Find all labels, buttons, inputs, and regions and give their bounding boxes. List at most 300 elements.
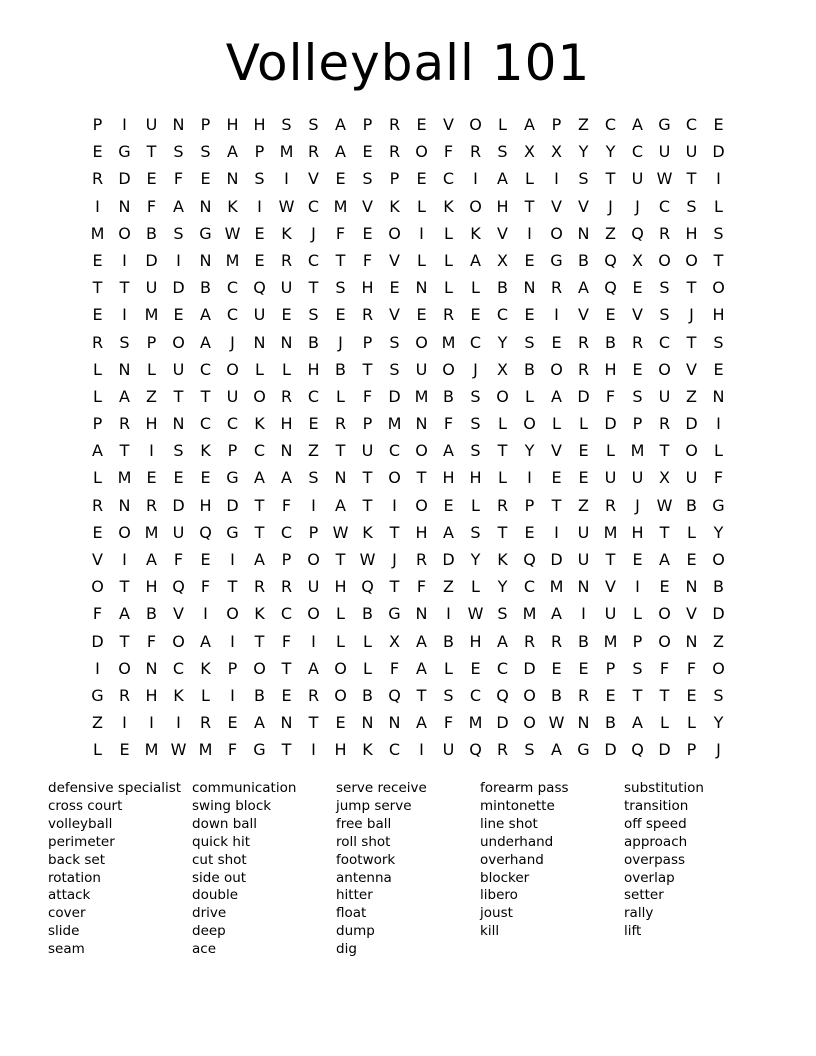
grid-letter: R xyxy=(604,495,617,515)
grid-letter: L xyxy=(498,115,507,134)
grid-letter: J xyxy=(473,359,478,379)
grid-letter: O xyxy=(523,685,536,705)
grid-letter: T xyxy=(281,658,292,678)
grid-letter: M xyxy=(387,414,402,434)
grid-letter: I xyxy=(122,550,127,569)
grid-letter: Y xyxy=(605,142,616,162)
grid-letter: H xyxy=(442,468,455,488)
grid-letter: C xyxy=(658,196,671,216)
word-list-item: free ball xyxy=(336,815,392,832)
grid-letter: Z xyxy=(578,495,589,515)
grid-letter: I xyxy=(311,740,316,760)
word-list-item: forearm pass xyxy=(480,780,569,796)
grid-letter: H xyxy=(253,115,266,134)
grid-letter: C xyxy=(496,658,509,678)
grid-letter: Q xyxy=(523,550,536,569)
grid-letter: I xyxy=(527,468,532,488)
grid-letter: P xyxy=(200,115,211,134)
grid-letter: X xyxy=(497,250,508,270)
grid-letter: R xyxy=(118,685,131,705)
grid-letter: T xyxy=(605,169,616,189)
grid-letter: P xyxy=(632,414,643,434)
grid-letter: E xyxy=(173,305,184,325)
grid-letter: N xyxy=(577,223,590,243)
grid-letter: R xyxy=(388,142,401,162)
grid-letter: U xyxy=(631,468,644,488)
grid-letter: U xyxy=(226,386,239,406)
grid-letter: F xyxy=(362,250,373,270)
grid-letter: A xyxy=(227,142,238,162)
grid-letter: F xyxy=(200,577,211,597)
grid-letter: H xyxy=(415,522,428,542)
word-list-item: quick hit xyxy=(192,833,251,850)
grid-letter: R xyxy=(577,332,590,352)
grid-letter: N xyxy=(280,713,293,733)
grid-letter: D xyxy=(604,740,617,760)
grid-letter: B xyxy=(362,685,373,705)
grid-letter: U xyxy=(442,740,455,760)
grid-letter: D xyxy=(145,250,158,270)
grid-letter: L xyxy=(606,441,615,461)
grid-letter: M xyxy=(630,441,645,461)
grid-letter: A xyxy=(200,332,211,352)
grid-letter: W xyxy=(359,550,376,569)
grid-letter: L xyxy=(444,278,453,298)
grid-letter: R xyxy=(361,305,374,325)
grid-letter: S xyxy=(713,332,724,352)
word-list-item: jump serve xyxy=(336,797,412,814)
grid-letter: D xyxy=(712,604,725,624)
grid-letter: A xyxy=(416,713,427,733)
grid-letter: B xyxy=(497,278,508,298)
grid-letter: S xyxy=(497,142,508,162)
grid-letter: Z xyxy=(92,713,103,733)
grid-letter: I xyxy=(581,604,586,624)
grid-letter: G xyxy=(712,495,725,515)
grid-letter: T xyxy=(227,577,238,597)
word-column xyxy=(192,780,336,959)
grid-letter: I xyxy=(122,305,127,325)
grid-letter: L xyxy=(417,196,426,216)
grid-letter: O xyxy=(712,550,725,569)
grid-letter: U xyxy=(685,142,698,162)
grid-letter: L xyxy=(633,604,642,624)
grid-letter: M xyxy=(441,332,456,352)
grid-letter: S xyxy=(470,386,481,406)
grid-letter: U xyxy=(577,522,590,542)
grid-letter: P xyxy=(146,332,157,352)
grid-letter: H xyxy=(280,414,293,434)
grid-letter: N xyxy=(577,577,590,597)
grid-letter: W xyxy=(278,196,295,216)
grid-letter: E xyxy=(389,278,400,298)
word-list-item: deep xyxy=(192,923,226,940)
grid-letter: S xyxy=(632,386,643,406)
grid-letter: I xyxy=(392,495,397,515)
word-list-item: lift xyxy=(624,923,642,940)
grid-letter: M xyxy=(144,305,159,325)
grid-letter: L xyxy=(363,631,372,651)
grid-letter: W xyxy=(224,223,241,243)
page-title: Volleyball 101 xyxy=(225,34,591,92)
grid-letter: T xyxy=(713,250,724,270)
grid-letter: G xyxy=(199,223,212,243)
grid-letter: H xyxy=(334,740,347,760)
grid-letter: E xyxy=(551,332,562,352)
grid-letter: Z xyxy=(578,115,589,134)
grid-letter: O xyxy=(712,658,725,678)
grid-letter: Y xyxy=(497,332,508,352)
grid-letter: E xyxy=(146,169,157,189)
grid-letter: H xyxy=(631,522,644,542)
grid-letter: L xyxy=(687,713,696,733)
grid-letter: E xyxy=(362,223,373,243)
grid-letter: U xyxy=(658,386,671,406)
grid-letter: X xyxy=(659,468,670,488)
grid-letter: V xyxy=(605,577,616,597)
grid-letter: A xyxy=(416,658,427,678)
grid-letter: F xyxy=(146,631,157,651)
grid-letter: C xyxy=(280,522,293,542)
grid-letter: S xyxy=(308,468,319,488)
grid-letter: E xyxy=(362,142,373,162)
grid-letter: P xyxy=(92,414,103,434)
grid-letter: O xyxy=(685,250,698,270)
grid-letter: A xyxy=(254,713,265,733)
grid-letter: S xyxy=(335,278,346,298)
grid-letter: W xyxy=(656,495,673,515)
word-list-item: approach xyxy=(624,833,688,850)
grid-letter: Y xyxy=(713,522,724,542)
grid-letter: E xyxy=(470,305,481,325)
word-list-item: ace xyxy=(192,941,217,958)
word-list-item: cross court xyxy=(48,797,123,814)
grid-letter: S xyxy=(686,196,697,216)
grid-letter: M xyxy=(549,577,564,597)
grid-letter: K xyxy=(200,441,211,461)
grid-letter: L xyxy=(687,522,696,542)
grid-letter: D xyxy=(523,658,536,678)
word-list-item: dig xyxy=(336,941,357,958)
grid-letter: T xyxy=(119,577,130,597)
grid-letter: O xyxy=(307,604,320,624)
grid-letter: N xyxy=(388,713,401,733)
grid-letter: R xyxy=(118,414,131,434)
grid-letter: B xyxy=(146,223,157,243)
grid-letter: L xyxy=(147,359,156,379)
grid-letter: C xyxy=(442,169,455,189)
grid-letter: X xyxy=(551,142,562,162)
grid-letter: A xyxy=(146,550,157,569)
grid-letter: N xyxy=(280,441,293,461)
grid-letter: S xyxy=(200,142,211,162)
grid-letter: V xyxy=(389,250,400,270)
grid-letter: A xyxy=(659,550,670,569)
grid-letter: U xyxy=(604,468,617,488)
grid-letter: W xyxy=(548,713,565,733)
grid-letter: G xyxy=(550,250,563,270)
grid-letter: N xyxy=(199,250,212,270)
grid-letter: F xyxy=(173,169,184,189)
grid-letter: Y xyxy=(524,441,535,461)
word-list-item: blocker xyxy=(480,869,530,886)
grid-letter: T xyxy=(146,142,157,162)
grid-letter: P xyxy=(362,414,373,434)
grid-letter: J xyxy=(689,305,694,325)
grid-letter: H xyxy=(334,577,347,597)
grid-letter: D xyxy=(226,495,239,515)
grid-letter: J xyxy=(716,740,721,760)
grid-letter: D xyxy=(172,278,185,298)
grid-letter: Z xyxy=(146,386,157,406)
grid-letter: H xyxy=(145,414,158,434)
grid-letter: T xyxy=(281,740,292,760)
grid-letter: P xyxy=(389,169,400,189)
grid-letter: O xyxy=(118,223,131,243)
grid-letter: A xyxy=(335,495,346,515)
grid-letter: L xyxy=(336,604,345,624)
word-list-item: overpass xyxy=(624,851,686,868)
word-list-item: kill xyxy=(480,923,500,940)
grid-letter: D xyxy=(91,631,104,651)
grid-letter: F xyxy=(173,550,184,569)
grid-letter: R xyxy=(550,278,563,298)
grid-letter: F xyxy=(416,577,427,597)
grid-letter: U xyxy=(145,115,158,134)
grid-letter: T xyxy=(362,495,373,515)
grid-letter: E xyxy=(659,577,670,597)
grid-letter: P xyxy=(524,495,535,515)
grid-letter: C xyxy=(307,386,320,406)
grid-letter: R xyxy=(523,631,536,651)
grid-letter: E xyxy=(416,169,427,189)
grid-letter: O xyxy=(523,414,536,434)
grid-letter: R xyxy=(469,142,482,162)
grid-letter: Q xyxy=(496,685,509,705)
grid-letter: L xyxy=(579,414,588,434)
word-list-item: roll shot xyxy=(336,833,391,850)
grid-letter: Q xyxy=(172,577,185,597)
grid-letter: T xyxy=(524,196,535,216)
grid-letter: I xyxy=(230,550,235,569)
word-list-item: rally xyxy=(624,905,654,922)
grid-letter: O xyxy=(91,577,104,597)
grid-letter: T xyxy=(308,713,319,733)
grid-letter: N xyxy=(280,332,293,352)
grid-letter: P xyxy=(308,522,319,542)
grid-letter: D xyxy=(577,386,590,406)
grid-letter: K xyxy=(389,196,400,216)
grid-letter: H xyxy=(469,468,482,488)
grid-letter: I xyxy=(95,658,100,678)
grid-letter: E xyxy=(443,495,454,515)
grid-letter: S xyxy=(713,223,724,243)
grid-letter: P xyxy=(281,550,292,569)
grid-letter: P xyxy=(227,441,238,461)
grid-letter: S xyxy=(119,332,130,352)
word-list-item: communication xyxy=(192,780,297,796)
grid-letter: K xyxy=(497,550,508,569)
grid-letter: O xyxy=(550,223,563,243)
grid-letter: E xyxy=(200,468,211,488)
grid-letter: I xyxy=(311,495,316,515)
grid-letter: F xyxy=(281,631,292,651)
grid-letter: T xyxy=(254,495,265,515)
grid-letter: D xyxy=(550,550,563,569)
grid-letter: O xyxy=(388,468,401,488)
letter-grid xyxy=(84,111,732,764)
grid-letter: L xyxy=(444,223,453,243)
grid-letter: L xyxy=(282,359,291,379)
grid-letter: E xyxy=(551,468,562,488)
grid-letter: Q xyxy=(361,577,374,597)
grid-letter: S xyxy=(470,441,481,461)
grid-letter: D xyxy=(658,740,671,760)
grid-letter: A xyxy=(416,631,427,651)
grid-letter: A xyxy=(254,468,265,488)
grid-letter: S xyxy=(308,305,319,325)
grid-letter: N xyxy=(253,332,266,352)
grid-letter: K xyxy=(254,414,265,434)
grid-letter: C xyxy=(253,441,266,461)
grid-letter: E xyxy=(551,658,562,678)
grid-letter: T xyxy=(389,577,400,597)
grid-letter: L xyxy=(498,414,507,434)
grid-letter: M xyxy=(414,386,429,406)
grid-letter: E xyxy=(632,550,643,569)
grid-letter: T xyxy=(335,441,346,461)
grid-letter: R xyxy=(658,414,671,434)
grid-letter: A xyxy=(254,550,265,569)
grid-letter: S xyxy=(443,685,454,705)
grid-letter: E xyxy=(335,305,346,325)
word-list-item: mintonette xyxy=(480,797,555,814)
grid-letter: R xyxy=(658,223,671,243)
grid-letter: Y xyxy=(578,142,589,162)
grid-letter: H xyxy=(496,196,509,216)
grid-letter: D xyxy=(604,414,617,434)
grid-letter: I xyxy=(716,414,721,434)
grid-letter: E xyxy=(578,658,589,678)
word-list-item: line shot xyxy=(480,815,538,832)
grid-letter: L xyxy=(201,685,210,705)
grid-letter: S xyxy=(173,142,184,162)
word-list-item: defensive specialist xyxy=(48,780,182,796)
grid-letter: N xyxy=(118,196,131,216)
grid-letter: C xyxy=(307,250,320,270)
grid-letter: O xyxy=(334,685,347,705)
grid-letter: K xyxy=(281,223,292,243)
grid-letter: V xyxy=(551,441,562,461)
grid-letter: U xyxy=(253,305,266,325)
grid-letter: K xyxy=(362,740,373,760)
grid-letter: L xyxy=(498,468,507,488)
grid-letter: P xyxy=(227,658,238,678)
grid-letter: E xyxy=(335,713,346,733)
grid-letter: X xyxy=(389,631,400,651)
grid-letter: E xyxy=(335,169,346,189)
grid-letter: D xyxy=(685,414,698,434)
grid-letter: P xyxy=(551,115,562,134)
grid-letter: T xyxy=(497,441,508,461)
grid-letter: U xyxy=(685,468,698,488)
grid-letter: H xyxy=(145,685,158,705)
grid-letter: R xyxy=(280,386,293,406)
grid-letter: Q xyxy=(631,740,644,760)
grid-letter: A xyxy=(92,441,103,461)
grid-letter: L xyxy=(471,495,480,515)
grid-letter: G xyxy=(388,604,401,624)
grid-letter: O xyxy=(415,332,428,352)
grid-letter: Q xyxy=(631,223,644,243)
grid-letter: R xyxy=(388,115,401,134)
grid-letter: W xyxy=(656,169,673,189)
grid-letter: T xyxy=(254,631,265,651)
grid-letter: P xyxy=(92,115,103,134)
grid-letter: C xyxy=(604,115,617,134)
grid-letter: Q xyxy=(604,278,617,298)
grid-letter: Z xyxy=(443,577,454,597)
grid-letter: O xyxy=(388,223,401,243)
grid-letter: V xyxy=(551,196,562,216)
grid-letter: O xyxy=(496,386,509,406)
grid-letter: H xyxy=(199,495,212,515)
grid-letter: T xyxy=(686,332,697,352)
grid-letter: G xyxy=(118,142,131,162)
grid-letter: E xyxy=(713,359,724,379)
word-list-item: side out xyxy=(192,869,247,886)
grid-letter: K xyxy=(443,196,454,216)
grid-letter: S xyxy=(389,359,400,379)
grid-letter: G xyxy=(253,740,266,760)
grid-letter: I xyxy=(176,713,181,733)
grid-letter: O xyxy=(658,359,671,379)
grid-letter: E xyxy=(416,115,427,134)
grid-letter: Q xyxy=(199,522,212,542)
grid-letter: C xyxy=(388,441,401,461)
grid-letter: J xyxy=(230,332,235,352)
word-list-item: footwork xyxy=(336,851,396,868)
grid-letter: B xyxy=(578,250,589,270)
grid-letter: E xyxy=(578,441,589,461)
grid-letter: O xyxy=(253,386,266,406)
grid-letter: K xyxy=(227,196,238,216)
grid-letter: P xyxy=(605,658,616,678)
grid-letter: V xyxy=(443,115,454,134)
grid-letter: S xyxy=(497,604,508,624)
grid-letter: E xyxy=(713,115,724,134)
grid-letter: C xyxy=(631,142,644,162)
grid-letter: B xyxy=(308,332,319,352)
grid-letter: S xyxy=(389,332,400,352)
grid-letter: A xyxy=(551,740,562,760)
grid-letter: F xyxy=(686,658,697,678)
grid-letter: M xyxy=(144,522,159,542)
word-list-item: cover xyxy=(48,905,86,922)
grid-letter: F xyxy=(443,414,454,434)
grid-letter: S xyxy=(659,278,670,298)
grid-letter: O xyxy=(685,441,698,461)
grid-letter: O xyxy=(469,196,482,216)
grid-letter: F xyxy=(227,740,238,760)
grid-letter: L xyxy=(471,278,480,298)
grid-letter: J xyxy=(338,332,343,352)
word-column xyxy=(480,780,624,959)
grid-letter: S xyxy=(659,305,670,325)
grid-letter: I xyxy=(230,685,235,705)
grid-letter: I xyxy=(95,196,100,216)
grid-letter: E xyxy=(254,250,265,270)
